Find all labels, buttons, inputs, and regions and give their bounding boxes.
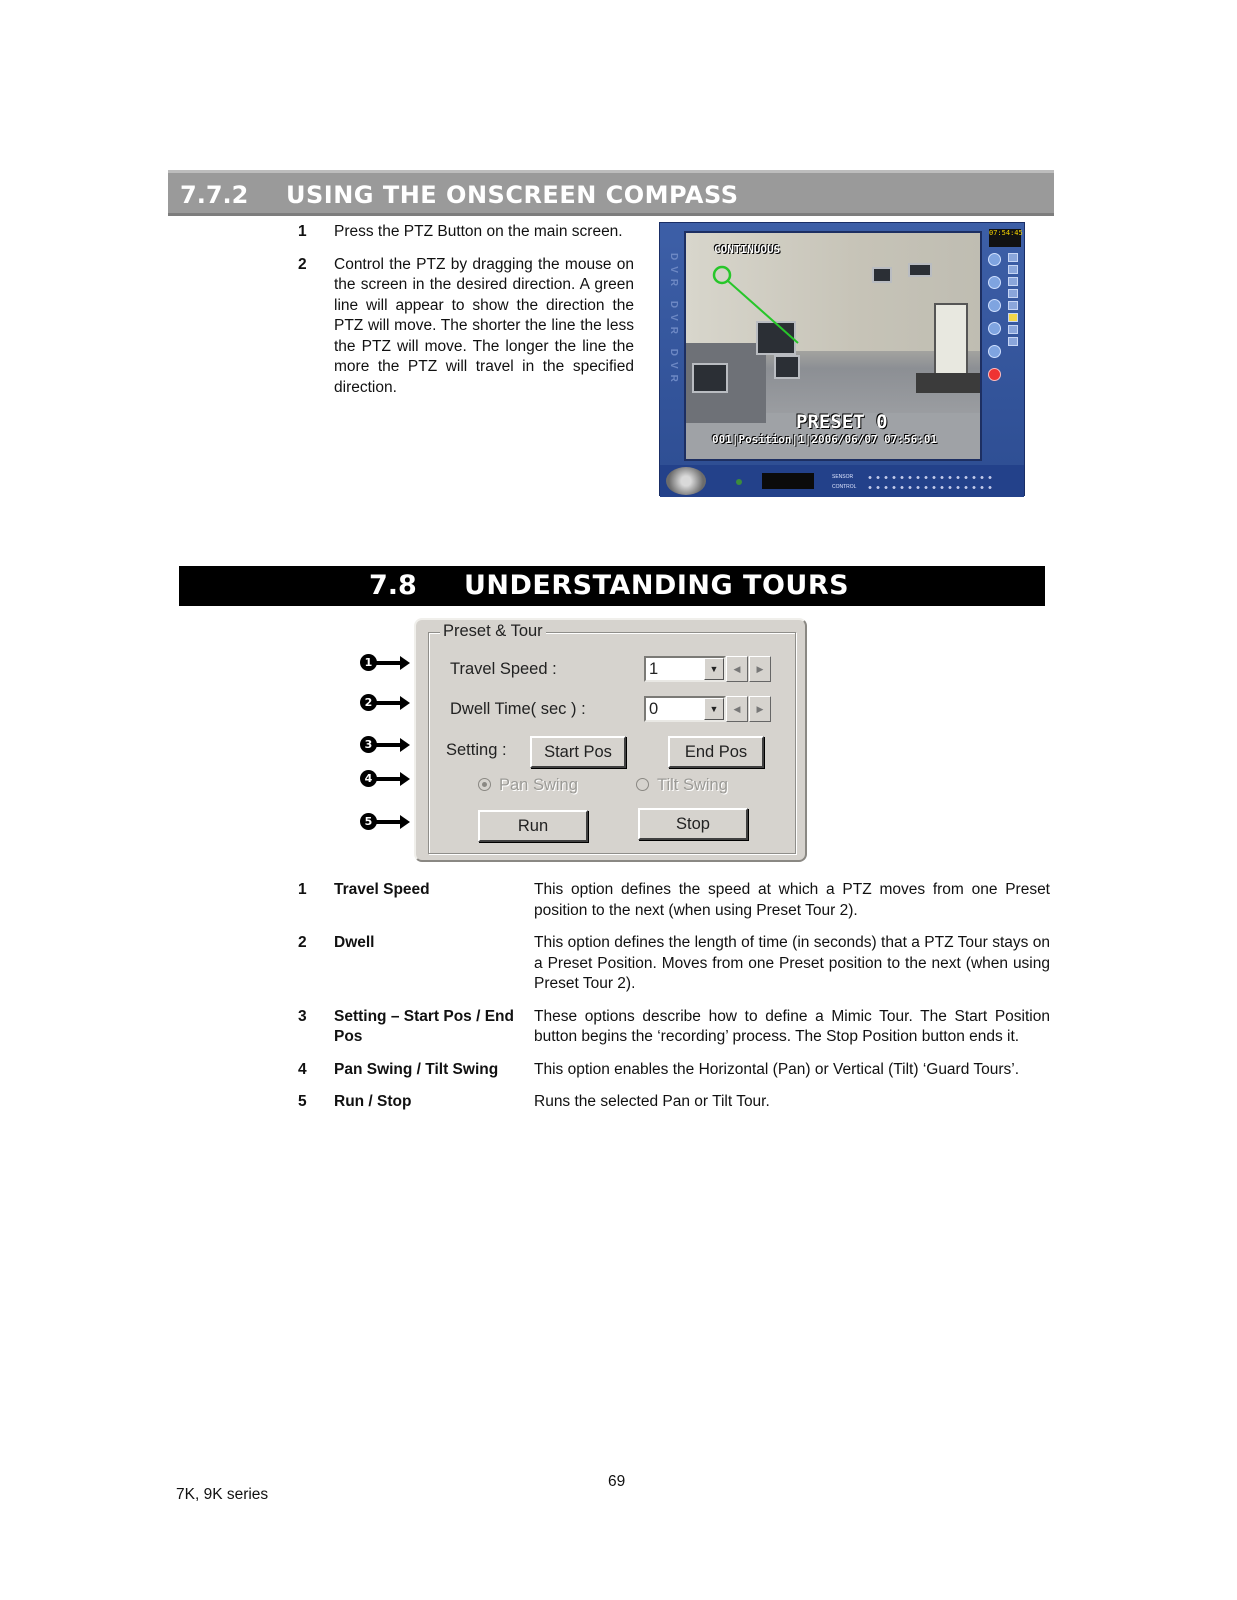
backup-icon[interactable] [988, 322, 1001, 335]
section-78-header [179, 566, 1045, 606]
dvr-toolbar [988, 253, 1002, 391]
definitions-table [298, 880, 1050, 1125]
split-screen-buttons [1008, 253, 1020, 349]
ptz-icon[interactable] [988, 345, 1001, 358]
callout-number: 1 [360, 654, 377, 671]
full-screen-icon[interactable] [1008, 337, 1018, 346]
arrow-right-icon [400, 772, 410, 786]
radio-empty-icon [636, 778, 649, 791]
split-1-icon[interactable] [1008, 253, 1018, 262]
chevron-down-icon[interactable]: ▼ [704, 658, 724, 680]
section-772-header [168, 170, 1054, 216]
start-pos-button[interactable]: Start Pos [530, 736, 626, 768]
row-description: This option defines the length of time (in seconds) that a PTZ Tour stays on a Preset Position. Moves from one Preset position to the next (when using Preset Tour 2). [534, 934, 1050, 992]
dwell-time-select[interactable] [644, 696, 726, 722]
split-16-icon[interactable] [1008, 289, 1018, 298]
callout-arrow [360, 694, 410, 711]
run-button[interactable]: Run [478, 810, 588, 842]
row-description: This option enables the Horizontal (Pan) or Vertical (Tilt) ‘Guard Tours’. [534, 1060, 1020, 1078]
step-text: Press the PTZ Button on the main screen. [334, 223, 623, 240]
callout-arrow [360, 736, 410, 753]
table-row [298, 933, 1050, 995]
sensor-indicators [866, 475, 994, 480]
callout-number: 4 [360, 770, 377, 787]
decrease-button[interactable]: ◀ [726, 696, 748, 722]
camera-view [684, 231, 982, 461]
step-number: 2 [298, 255, 307, 273]
callout-arrow [360, 813, 410, 830]
travel-speed-select[interactable] [644, 656, 726, 682]
dwell-time-label: Dwell Time( sec ) : [450, 700, 586, 718]
osd-preset-label: PRESET 0 [796, 411, 888, 433]
row-term: Run / Stop [334, 1093, 412, 1110]
tilt-swing-radio[interactable] [636, 776, 728, 795]
status-led-icon [736, 479, 742, 485]
callout-arrow [360, 770, 410, 787]
row-number: 1 [298, 881, 307, 898]
control-label: CONTROL [832, 484, 857, 490]
radio-selected-icon [478, 778, 491, 791]
chevron-down-icon[interactable]: ▼ [704, 698, 724, 720]
osd-mode-label: CONTINUOUS [714, 243, 781, 256]
list-item [298, 222, 634, 243]
section-number: 7.8 [369, 570, 417, 601]
row-description: Runs the selected Pan or Tilt Tour. [534, 1093, 770, 1110]
close-icon[interactable] [988, 368, 1001, 381]
row-term: Travel Speed [334, 881, 430, 898]
preset-tour-dialog [414, 618, 807, 862]
row-number: 4 [298, 1060, 307, 1078]
increase-button[interactable]: ▶ [749, 696, 771, 722]
callout-number: 2 [360, 694, 377, 711]
section-title: USING THE ONSCREEN COMPASS [286, 181, 739, 209]
search-icon[interactable] [988, 253, 1001, 266]
dvr-side-label: DVR DVR DVR [668, 253, 679, 388]
row-term: Setting – Start Pos / End Pos [334, 1007, 514, 1045]
group-title: Preset & Tour [440, 622, 546, 641]
control-indicators [866, 485, 994, 490]
compass-steps [298, 222, 634, 410]
travel-speed-label: Travel Speed : [450, 660, 557, 678]
section-title: UNDERSTANDING TOURS [464, 570, 850, 601]
dvr-clock: 07:54:45 [989, 229, 1021, 247]
setting-label: Setting : [446, 741, 507, 759]
setup-icon[interactable] [988, 276, 1001, 289]
zoom-icon[interactable] [1008, 313, 1018, 322]
callout-number: 3 [360, 736, 377, 753]
stop-button[interactable]: Stop [638, 808, 748, 840]
page-number: 69 [608, 1473, 626, 1490]
callout-arrow [360, 654, 410, 671]
compass-origin-icon [714, 267, 730, 283]
list-item [298, 255, 634, 399]
increase-button[interactable]: ▶ [749, 656, 771, 682]
step-number: 1 [298, 223, 307, 240]
arrow-right-icon [400, 815, 410, 829]
tilt-swing-label: Tilt Swing [657, 776, 728, 794]
pan-swing-label: Pan Swing [499, 776, 578, 794]
decrease-button[interactable]: ◀ [726, 656, 748, 682]
row-description: This option defines the speed at which a PTZ moves from one Preset position to the next (when using Preset Tour 2). [534, 881, 1050, 919]
dvr-bottom-bar [660, 465, 1024, 497]
dwell-time-value: 0 [649, 700, 659, 718]
row-term: Dwell [334, 934, 375, 951]
lock-icon[interactable] [988, 299, 1001, 312]
osd-status-line: 001|Position|1|2006/06/07 07:56:01 [712, 433, 938, 446]
arrow-right-icon [400, 738, 410, 752]
lcd-display [762, 473, 814, 489]
table-row [298, 1060, 1050, 1081]
row-number: 3 [298, 1007, 307, 1025]
dvr-screenshot [659, 222, 1025, 496]
end-pos-button[interactable]: End Pos [668, 736, 764, 768]
travel-speed-value: 1 [649, 660, 659, 678]
pip-icon[interactable] [1008, 325, 1018, 334]
footer-series: 7K, 9K series [176, 1486, 269, 1503]
sensor-label: SENSOR [832, 474, 854, 480]
split-4-icon[interactable] [1008, 265, 1018, 274]
sequence-icon[interactable] [1008, 301, 1018, 310]
row-description: These options describe how to define a Mimic Tour. The Start Position button begins the ‘recording’ process. The Stop Position button ends it. [534, 1007, 1050, 1045]
row-term: Pan Swing / Tilt Swing [334, 1060, 499, 1078]
brand-logo [666, 467, 706, 495]
table-row [298, 880, 1050, 921]
compass-direction-line [728, 281, 798, 343]
row-number: 2 [298, 934, 307, 951]
section-number: 7.7.2 [180, 181, 249, 209]
arrow-right-icon [400, 656, 410, 670]
split-9-icon[interactable] [1008, 277, 1018, 286]
step-text: Control the PTZ by dragging the mouse on the screen in the desired direction. A green line will appear to show the direction the PTZ will move. The shorter the line the less the PTZ will move. The longer the line the more the PTZ will travel in the specified direction. [334, 255, 634, 396]
pan-swing-radio[interactable] [478, 776, 578, 795]
table-row [298, 1092, 1050, 1113]
callout-number: 5 [360, 813, 377, 830]
table-row [298, 1007, 1050, 1048]
arrow-right-icon [400, 696, 410, 710]
row-number: 5 [298, 1093, 307, 1110]
